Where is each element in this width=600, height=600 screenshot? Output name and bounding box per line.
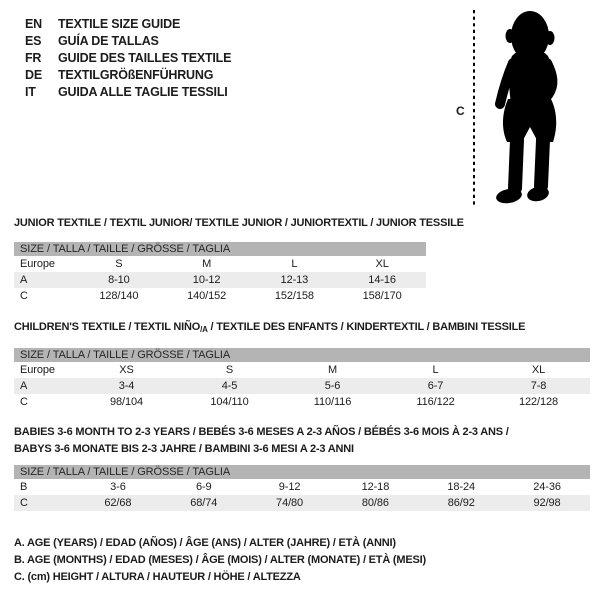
- table-cell: 9-12: [278, 481, 301, 493]
- language-row: [25, 83, 231, 100]
- table-cell: 62/68: [104, 497, 132, 509]
- row-label: Europe: [20, 364, 55, 376]
- footnotes: [14, 535, 426, 586]
- table-header-row: [14, 362, 590, 378]
- table-cell: 128/140: [99, 290, 139, 302]
- size-header-bar: SIZE / TALLA / TAILLE / GRÖSSE / TAGLIA: [14, 242, 426, 256]
- table-cell: 86/92: [447, 497, 475, 509]
- table-cell: 68/74: [190, 497, 218, 509]
- children-title-text: CHILDREN'S TEXTILE / TEXTIL NIÑO: [14, 321, 201, 333]
- babies-title-line2: BABYS 3-6 MONATE BIS 2-3 JAHRE / BAMBINI 3-6 MESI A 2-3 ANNI: [14, 443, 354, 455]
- language-label: GUIDA ALLE TAGLIE TESSILI: [58, 84, 228, 99]
- language-code: DE: [25, 67, 42, 82]
- children-title-text: / TEXTILE DES ENFANTS / KINDERTEXTIL / BAMBINI TESSILE: [207, 321, 526, 333]
- table-cell: 110/116: [313, 396, 352, 408]
- language-row: [25, 66, 231, 83]
- row-label: A: [20, 380, 28, 392]
- table-row: [14, 479, 590, 495]
- row-label: A: [20, 274, 28, 286]
- language-row: [25, 32, 231, 49]
- table-cell: 12-13: [280, 274, 309, 286]
- row-label: Europe: [20, 258, 55, 270]
- language-code: FR: [25, 50, 42, 65]
- footnote-b: B. AGE (MONTHS) / EDAD (MESES) / ÂGE (MOIS) / ALTER (MONATE) / ETÀ (MESI): [14, 554, 426, 566]
- row-label: C: [20, 290, 28, 302]
- table-cell: 3-6: [110, 481, 126, 493]
- babies-size-table: [14, 465, 590, 511]
- junior-size-table: [14, 242, 426, 304]
- children-size-table: [14, 348, 590, 410]
- table-row: [14, 394, 590, 410]
- language-row: [25, 49, 231, 66]
- table-cell: 104/110: [210, 396, 249, 408]
- size-header-bar: SIZE / TALLA / TAILLE / GRÖSSE / TAGLIA: [14, 465, 590, 479]
- table-cell: 6-7: [427, 380, 444, 392]
- table-cell: 7-8: [530, 380, 547, 392]
- table-cell: 24-36: [533, 481, 561, 493]
- table-cell: 116/122: [416, 396, 455, 408]
- table-cell: 140/152: [187, 290, 227, 302]
- children-title-subscript: /A: [200, 325, 208, 334]
- language-row: [25, 15, 231, 32]
- table-cell: 18-24: [447, 481, 476, 493]
- column-header: S: [115, 258, 123, 270]
- table-cell: 5-6: [324, 380, 341, 392]
- language-label: TEXTILGRÖßENFÜHRUNG: [58, 67, 214, 82]
- table-row: [14, 495, 590, 511]
- table-cell: 122/128: [518, 396, 559, 408]
- language-list: [25, 15, 231, 100]
- table-cell: 4-5: [221, 380, 238, 392]
- baby-silhouette-figure: [450, 5, 590, 215]
- row-label: B: [20, 481, 28, 493]
- language-code: ES: [25, 33, 42, 48]
- baby-silhouette: [495, 11, 556, 205]
- table-cell: 74/80: [276, 497, 304, 509]
- table-row: [14, 272, 426, 288]
- table-cell: 158/170: [362, 290, 402, 302]
- table-cell: 8-10: [108, 274, 130, 286]
- table-cell: 10-12: [192, 274, 221, 286]
- column-header: L: [291, 258, 298, 270]
- babies-title-line1: BABIES 3-6 MONTH TO 2-3 YEARS / BEBÉS 3-6 MESES A 2-3 AÑOS / BÉBÉS 3-6 MOIS À 2-3 ANS /: [14, 426, 509, 438]
- column-header: M: [202, 258, 212, 270]
- column-header: L: [432, 364, 439, 376]
- row-label: C: [20, 497, 28, 509]
- language-code: EN: [25, 16, 42, 31]
- column-header: XS: [119, 364, 134, 376]
- footnote-c: C. (cm) HEIGHT / ALTURA / HAUTEUR / HÖHE / ALTEZZA: [14, 571, 301, 583]
- language-label: GUÍA DE TALLAS: [58, 33, 159, 48]
- footnote-a: A. AGE (YEARS) / EDAD (AÑOS) / ÂGE (ANS) / ALTER (JAHRE) / ETÀ (ANNI): [14, 537, 396, 549]
- row-label: C: [20, 396, 28, 408]
- table-cell: 3-4: [118, 380, 135, 392]
- size-header-bar: SIZE / TALLA / TAILLE / GRÖSSE / TAGLIA: [14, 348, 590, 362]
- children-section-title: [14, 320, 525, 337]
- table-cell: 80/86: [361, 497, 389, 509]
- language-code: IT: [25, 84, 36, 99]
- table-cell: 98/104: [109, 396, 144, 408]
- table-row: [14, 288, 426, 304]
- table-cell: 152/158: [274, 290, 314, 302]
- babies-section-title: [14, 424, 509, 458]
- language-label: GUIDE DES TAILLES TEXTILE: [58, 50, 232, 65]
- column-header: M: [327, 364, 338, 376]
- table-header-row: [14, 256, 426, 272]
- language-label: TEXTILE SIZE GUIDE: [58, 16, 181, 31]
- table-cell: 92/98: [533, 497, 561, 509]
- table-cell: 6-9: [195, 481, 212, 493]
- column-header: XL: [531, 364, 546, 376]
- junior-section-title: JUNIOR TEXTILE / TEXTIL JUNIOR/ TEXTILE JUNIOR / JUNIORTEXTIL / JUNIOR TESSILE: [14, 217, 464, 229]
- table-cell: 12-18: [361, 481, 390, 493]
- table-row: [14, 378, 590, 394]
- column-header: XL: [375, 258, 389, 270]
- table-cell: 14-16: [368, 274, 396, 286]
- height-measure-label: C: [456, 104, 465, 118]
- column-header: S: [225, 364, 234, 376]
